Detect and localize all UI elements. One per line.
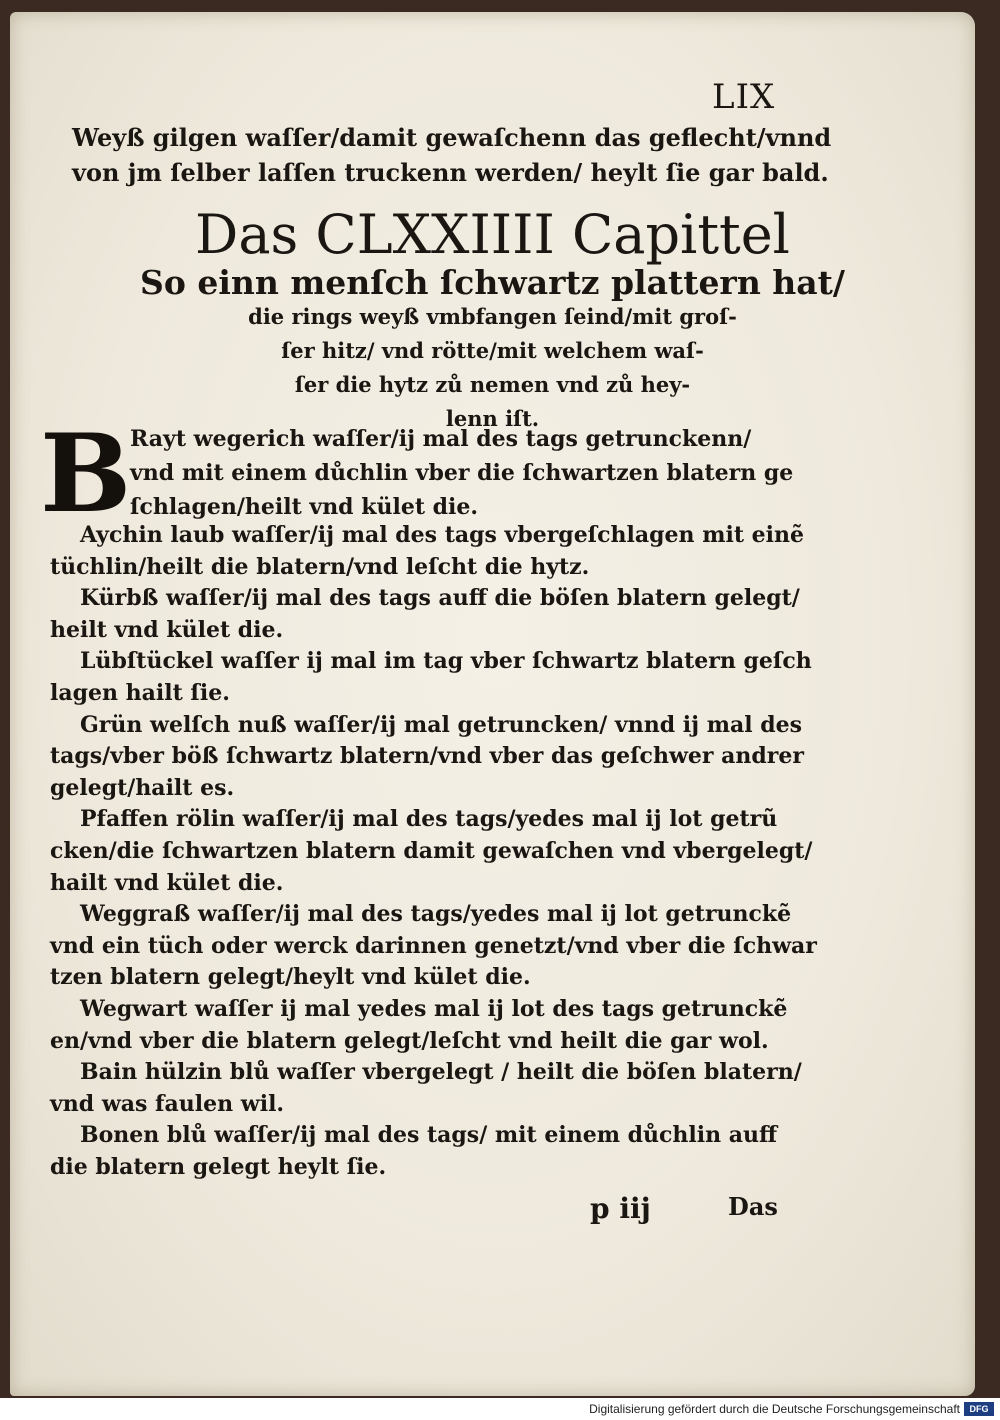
chapter-heading: Das CLXXIIII Capittel [195, 203, 790, 266]
text-line: vnd mit einem důchlin vber die ſchwartzen blatern ge [130, 460, 794, 486]
text-line: ſchlagen/heilt vnd kület die. [130, 494, 479, 520]
paragraph-first-line: Grün welſch nuß waſſer/ij mal getruncken/ vnnd ij mal des [80, 711, 803, 738]
text-line: ſer hitz/ vnd rötte/mit welchem waſ- [281, 338, 704, 363]
text-line: tzen blatern gelegt/heylt vnd kület die. [50, 964, 531, 991]
chapter-title: So einn menſch ſchwartz plattern hat/ [140, 263, 845, 302]
text-line: tüchlin/heilt die blatern/vnd leſcht die hytz. [50, 553, 590, 580]
text-line: lagen hailt ſie. [50, 679, 230, 706]
folio-number: LIX [712, 77, 776, 117]
text-line: cken/die ſchwartzen blatern damit gewaſchen vnd vbergelegt/ [50, 837, 813, 864]
chapter-subtitle [10, 300, 975, 436]
paragraph-first-line: Kürbß waſſer/ij mal des tags auff die böſen blatern gelegt/ [80, 585, 800, 612]
text-line: vnd ein tüch oder werck darinnen genetzt/vnd vber die ſchwar [50, 932, 817, 959]
first-paragraph [130, 422, 793, 524]
text-line: gelegt/hailt es. [50, 774, 235, 801]
decorated-initial: B [40, 411, 132, 537]
text-line: tags/vber böß ſchwartz blatern/vnd vber das geſchwer andrer [50, 743, 804, 770]
paragraph-first-line: Weggraß waſſer/ij mal des tags/yedes mal ij lot getrunckẽ [80, 901, 792, 928]
catchword: Das [728, 1192, 778, 1221]
text-line: lenn iſt. [445, 406, 540, 431]
text-line: heilt vnd kület die. [50, 616, 284, 643]
funding-credit: Digitalisierung gefördert durch die Deutsche Forschungsgemeinschaft [589, 1402, 960, 1416]
recipe-paragraphs [50, 520, 817, 1183]
paragraph-first-line: Bain hülzin blů waſſer vbergelegt / heilt die böſen blatern/ [80, 1059, 802, 1086]
text-line: Rayt wegerich waſſer/ij mal des tags getrunckenn/ [130, 426, 752, 452]
text-line: vnd was faulen wil. [50, 1090, 285, 1117]
paragraph-first-line: Pfaffen rölin waſſer/ij mal des tags/yedes mal ij lot getrũ [80, 806, 778, 833]
paragraph-first-line: Lübſtückel waſſer ij mal im tag vber ſchwartz blatern geſch [80, 648, 812, 675]
text-line: von jm ſelber laſſen truckenn werden/ heylt ſie gar bald. [72, 158, 829, 187]
signature-mark: p iij [590, 1192, 651, 1225]
text-line: en/vnd vber die blatern gelegt/leſcht vnd heilt die gar wol. [50, 1027, 769, 1054]
paragraph-first-line: Bonen blů waſſer/ij mal des tags/ mit einem důchlin auff [80, 1122, 778, 1149]
text-line: hailt vnd kület die. [50, 869, 284, 896]
dfg-logo-icon: DFG [964, 1402, 994, 1416]
text-line: Weyß gilgen waſſer/damit gewaſchenn das geflecht/vnnd [72, 123, 832, 152]
text-line: die blatern gelegt heylt ſie. [50, 1153, 387, 1180]
text-line: ſer die hytz zů nemen vnd zů hey- [294, 372, 691, 397]
paragraph-first-line: Aychin laub waſſer/ij mal des tags vbergeſchlagen mit einẽ [80, 522, 804, 548]
digitization-footer [0, 1398, 1000, 1420]
text-line: die rings weyß vmbfangen ſeind/mit groſ- [248, 304, 737, 329]
book-page [10, 12, 975, 1396]
paragraph-first-line: Wegwart waſſer ij mal yedes mal ij lot des tags getrunckẽ [80, 995, 788, 1022]
intro-text [72, 120, 831, 190]
